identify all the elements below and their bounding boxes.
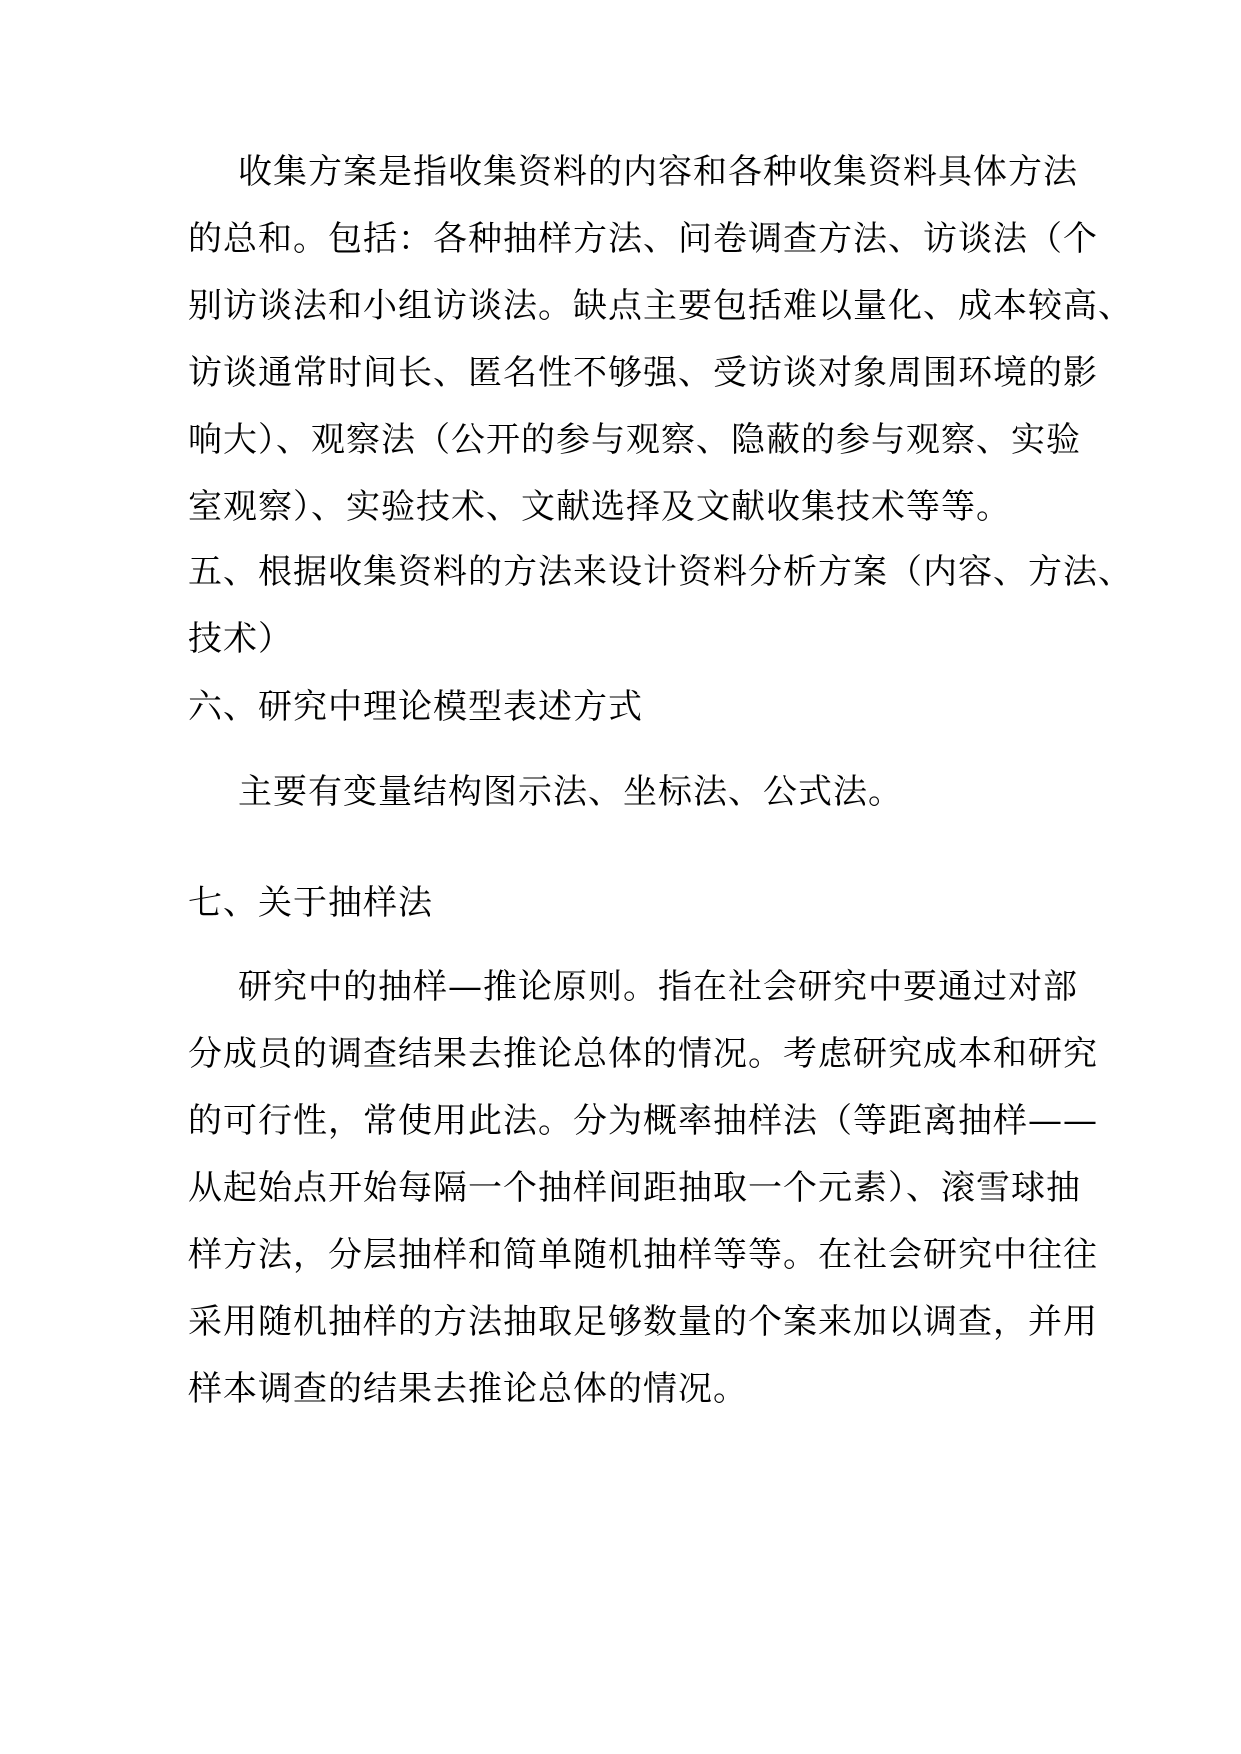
text-line: 访谈通常时间长、匿名性不够强、受访谈对象周围环境的影: [188, 353, 1098, 393]
heading-section-6: [188, 687, 1058, 754]
text-line: 从起始点开始每隔一个抽样间距抽取一个元素）、滚雪球抽: [188, 1168, 1081, 1208]
text-line: 样方法，分层抽样和简单随机抽样等等。在社会研究中往往: [188, 1235, 1098, 1275]
text-line: 的总和。包括：各种抽样方法、问卷调查方法、访谈法（个: [188, 219, 1098, 259]
text-line: 研究中的抽样—推论原则。指在社会研究中要通过对部: [238, 967, 1078, 1007]
heading-line: 五、根据收集资料的方法来设计资料分析方案（内容、方法、: [188, 552, 1133, 592]
text-line: 样本调查的结果去推论总体的情况。: [188, 1369, 748, 1409]
paragraph-collection-plan: [188, 152, 1133, 554]
text-line: 的可行性，常使用此法。分为概率抽样法（等距离抽样——: [188, 1101, 1098, 1141]
text-line: 采用随机抽样的方法抽取足够数量的个案来加以调查，并用: [188, 1302, 1098, 1342]
paragraph-sampling: [188, 967, 1098, 1436]
heading-section-7: [188, 883, 1058, 950]
text-line: 响大）、观察法（公开的参与观察、隐蔽的参与观察、实验: [188, 420, 1081, 460]
text-line: 别访谈法和小组访谈法。缺点主要包括难以量化、成本较高、: [188, 286, 1133, 326]
text-line: 分成员的调查结果去推论总体的情况。考虑研究成本和研究: [188, 1034, 1098, 1074]
heading-line: 七、关于抽样法: [188, 883, 433, 923]
heading-line: 技术）: [188, 619, 293, 659]
heading-section-5: [188, 552, 1133, 686]
text-line: 收集方案是指收集资料的内容和各种收集资料具体方法: [238, 152, 1078, 192]
heading-line: 六、研究中理论模型表述方式: [188, 687, 643, 727]
text-line: 主要有变量结构图示法、坐标法、公式法。: [238, 772, 903, 812]
paragraph-theory-model: [188, 772, 1058, 839]
text-line: 室观察）、实验技术、文献选择及文献收集技术等等。: [188, 487, 1011, 527]
